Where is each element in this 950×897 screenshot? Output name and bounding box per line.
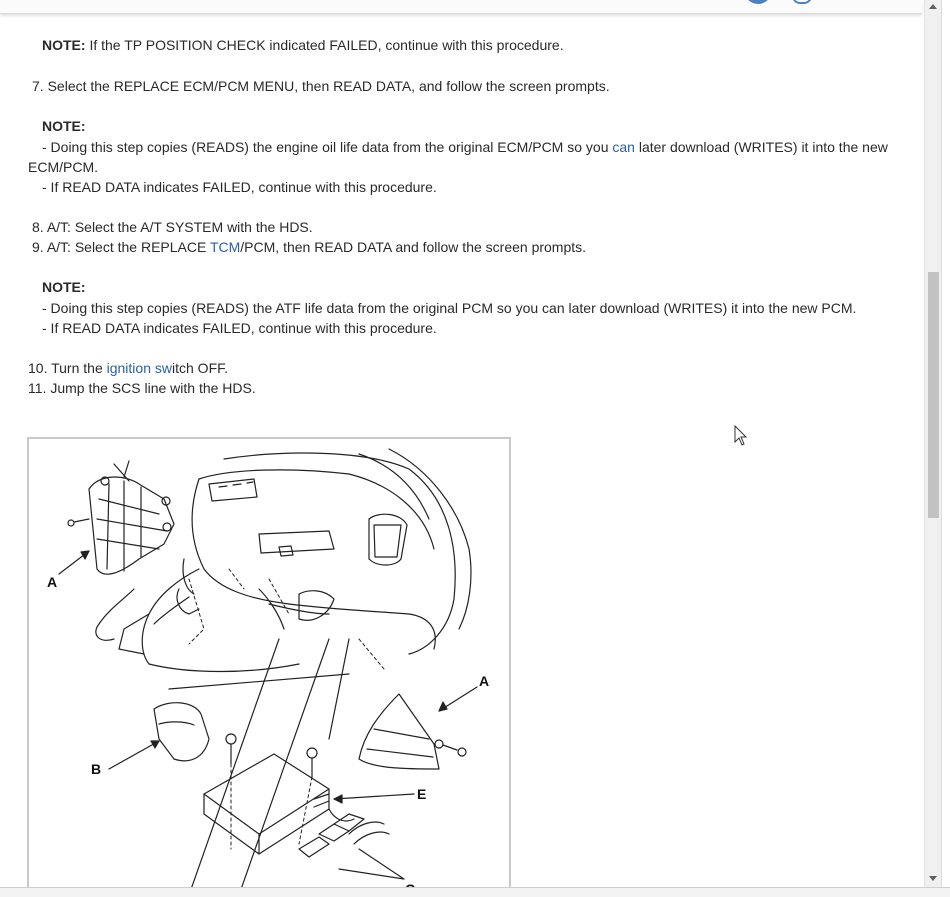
- step-number: 10.: [28, 360, 48, 376]
- guide-lines: [189, 569, 384, 849]
- note-9-bullet-2: - If READ DATA indicates FAILED, continue with this procedure.: [42, 320, 437, 336]
- note-label: NOTE:: [42, 279, 86, 295]
- step-9: [32, 238, 586, 256]
- bullet-text-cont: later download (WRITES) it into the new: [634, 139, 888, 155]
- profile-icon[interactable]: [744, 0, 772, 4]
- window-bottom-edge: [0, 887, 950, 897]
- browser-top-bar: [0, 0, 922, 14]
- glossary-link-can[interactable]: can: [612, 139, 635, 155]
- note-7-bullet-2: - If READ DATA indicates FAILED, continue with this procedure.: [42, 179, 437, 195]
- window-right-edge: [941, 0, 950, 887]
- mouse-cursor-icon: [734, 425, 748, 447]
- note-label: NOTE:: [42, 37, 86, 53]
- callout-a-right: A: [479, 673, 490, 689]
- note-intro: [42, 36, 564, 54]
- callout-a-left: A: [47, 574, 58, 590]
- step-text-cont: /PCM, then READ DATA and follow the screen prompts.: [240, 239, 587, 255]
- cover-b-drawing: [154, 703, 209, 761]
- document-content: [0, 14, 924, 884]
- step-11: [28, 379, 256, 397]
- step-7: [32, 77, 610, 95]
- note-7-bullet-1: [42, 138, 888, 156]
- step-number: 7.: [32, 78, 44, 94]
- step-text: Turn the: [51, 360, 107, 376]
- step-10: [28, 359, 228, 377]
- callout-e: E: [417, 786, 427, 802]
- glossary-link-ignition-switch[interactable]: ignition sw: [106, 360, 172, 376]
- step-number: 9.: [32, 239, 44, 255]
- note-text: If the TP POSITION CHECK indicated FAILED, continue with this procedure.: [85, 37, 564, 53]
- vertical-scrollbar[interactable]: [924, 0, 941, 887]
- note-label: NOTE:: [42, 118, 86, 134]
- note-9-label: [42, 278, 86, 296]
- step-number: 11.: [28, 380, 47, 396]
- dashboard-drawing: [192, 449, 471, 654]
- step-text: A/T: Select the A/T SYSTEM with the HDS.: [46, 219, 313, 235]
- leader-lines: [189, 639, 349, 895]
- bullet-text: - Doing this step copies (READS) the engine oil life data from the original ECM/PCM so you: [42, 139, 613, 155]
- ecm-location-illustration: [27, 437, 511, 897]
- note-7-bullet-1-wrap: ECM/PCM.: [28, 159, 98, 175]
- step-number: 8.: [32, 219, 44, 235]
- step-text-cont: itch OFF.: [172, 360, 229, 376]
- console-drawing: [96, 559, 349, 689]
- note-9-bullet-1: - Doing this step copies (READS) the ATF life data from the original PCM so you can later download (WRITES) it into the new PCM.: [42, 300, 857, 316]
- ecm-unit-drawing: [204, 754, 389, 857]
- step-text: Select the REPLACE ECM/PCM MENU, then READ DATA, and follow the screen prompts.: [47, 78, 610, 94]
- extension-icon[interactable]: [792, 0, 812, 4]
- callout-b: B: [91, 761, 102, 777]
- scrollbar-thumb[interactable]: [928, 272, 939, 518]
- scroll-down-arrow-icon[interactable]: [929, 876, 937, 881]
- step-text: A/T: Select the REPLACE: [46, 239, 210, 255]
- step-text: Jump the SCS line with the HDS.: [50, 380, 256, 396]
- right-kick-panel-drawing: [359, 694, 466, 769]
- scroll-up-arrow-icon[interactable]: [929, 4, 937, 9]
- glossary-link-tcm[interactable]: TCM: [209, 239, 241, 255]
- step-8: [32, 218, 313, 236]
- note-7-label: [42, 117, 86, 135]
